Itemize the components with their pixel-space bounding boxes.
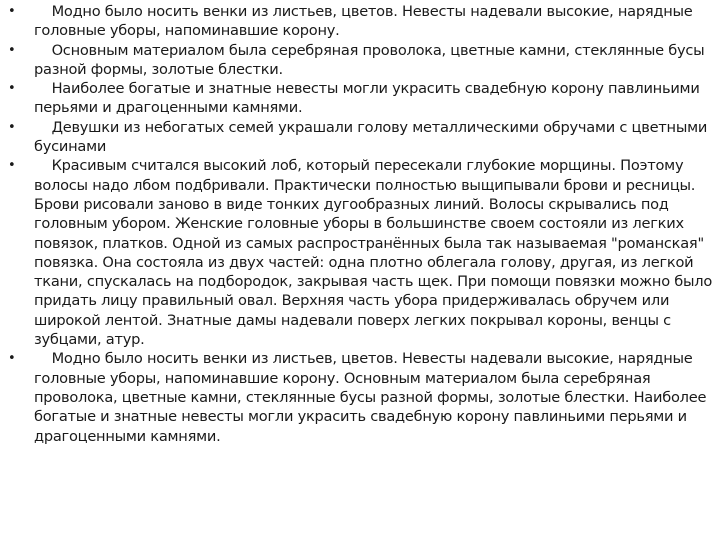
bullet-item: [8, 41, 714, 80]
bullet-icon: •: [8, 4, 16, 19]
bullet-icon: •: [8, 81, 16, 97]
bullet-icon: •: [8, 158, 16, 174]
bullet-item: [8, 118, 714, 157]
paragraph-text: Модно было носить венки из листьев, цветов. Невесты надевали высокие, нарядные головные уборы, напоминавшие корону.: [34, 3, 693, 40]
bullet-item: [8, 79, 714, 118]
bullet-icon: •: [8, 119, 16, 135]
bullet-icon: •: [8, 42, 16, 58]
bullet-list: [8, 2, 714, 446]
paragraph-text: Красивым считался высокий лоб, который пересекали глубокие морщины. Поэтому волосы надо лбом подбривали. Практически полностью выщипывали брови и ресницы. Брови рисовали заново в виде тонких дугообразных линий. Волосы скрывались под головным убором. Женские головные уборы в большинстве своем состояли из легких повязок, платков. Одной из самых распространённых была так называемая "романская" повязка. Она состояла из двух частей: одна плотно облегала голову, другая, из легкой ткани, спускалась на подбородок, закрывая часть щек. При помощи повязки можно было придать лицу правильный овал. Верхняя часть убора придерживалась обручем или широкой лентой. Знатные дамы надевали поверх легких покрывал короны, венцы с зубцами, атур.: [34, 157, 713, 349]
paragraph-text: Основным материалом была серебряная проволока, цветные камни, стеклянные бусы разной формы, золотые блестки.: [34, 41, 705, 78]
paragraph-text: Модно было носить венки из листьев, цветов. Невесты надевали высокие, нарядные головные уборы, напоминавшие корону. Основным материалом была серебряная проволока, цветные камни, стеклянные бусы разной формы, золотые блестки. Наиболее богатые и знатные невесты могли украсить свадебную корону павлиньими перьями и драгоценными камнями.: [34, 350, 707, 445]
paragraph-text: Наиболее богатые и знатные невесты могли украсить свадебную корону павлиньими перьями и драгоценными камнями.: [34, 80, 700, 117]
bullet-item: [8, 2, 714, 41]
bullet-item: [8, 156, 714, 349]
bullet-item: [8, 349, 714, 445]
paragraph-text: Девушки из небогатых семей украшали голову металлическими обручами с цветными бусинами: [34, 118, 708, 156]
bullet-icon: •: [8, 351, 16, 367]
